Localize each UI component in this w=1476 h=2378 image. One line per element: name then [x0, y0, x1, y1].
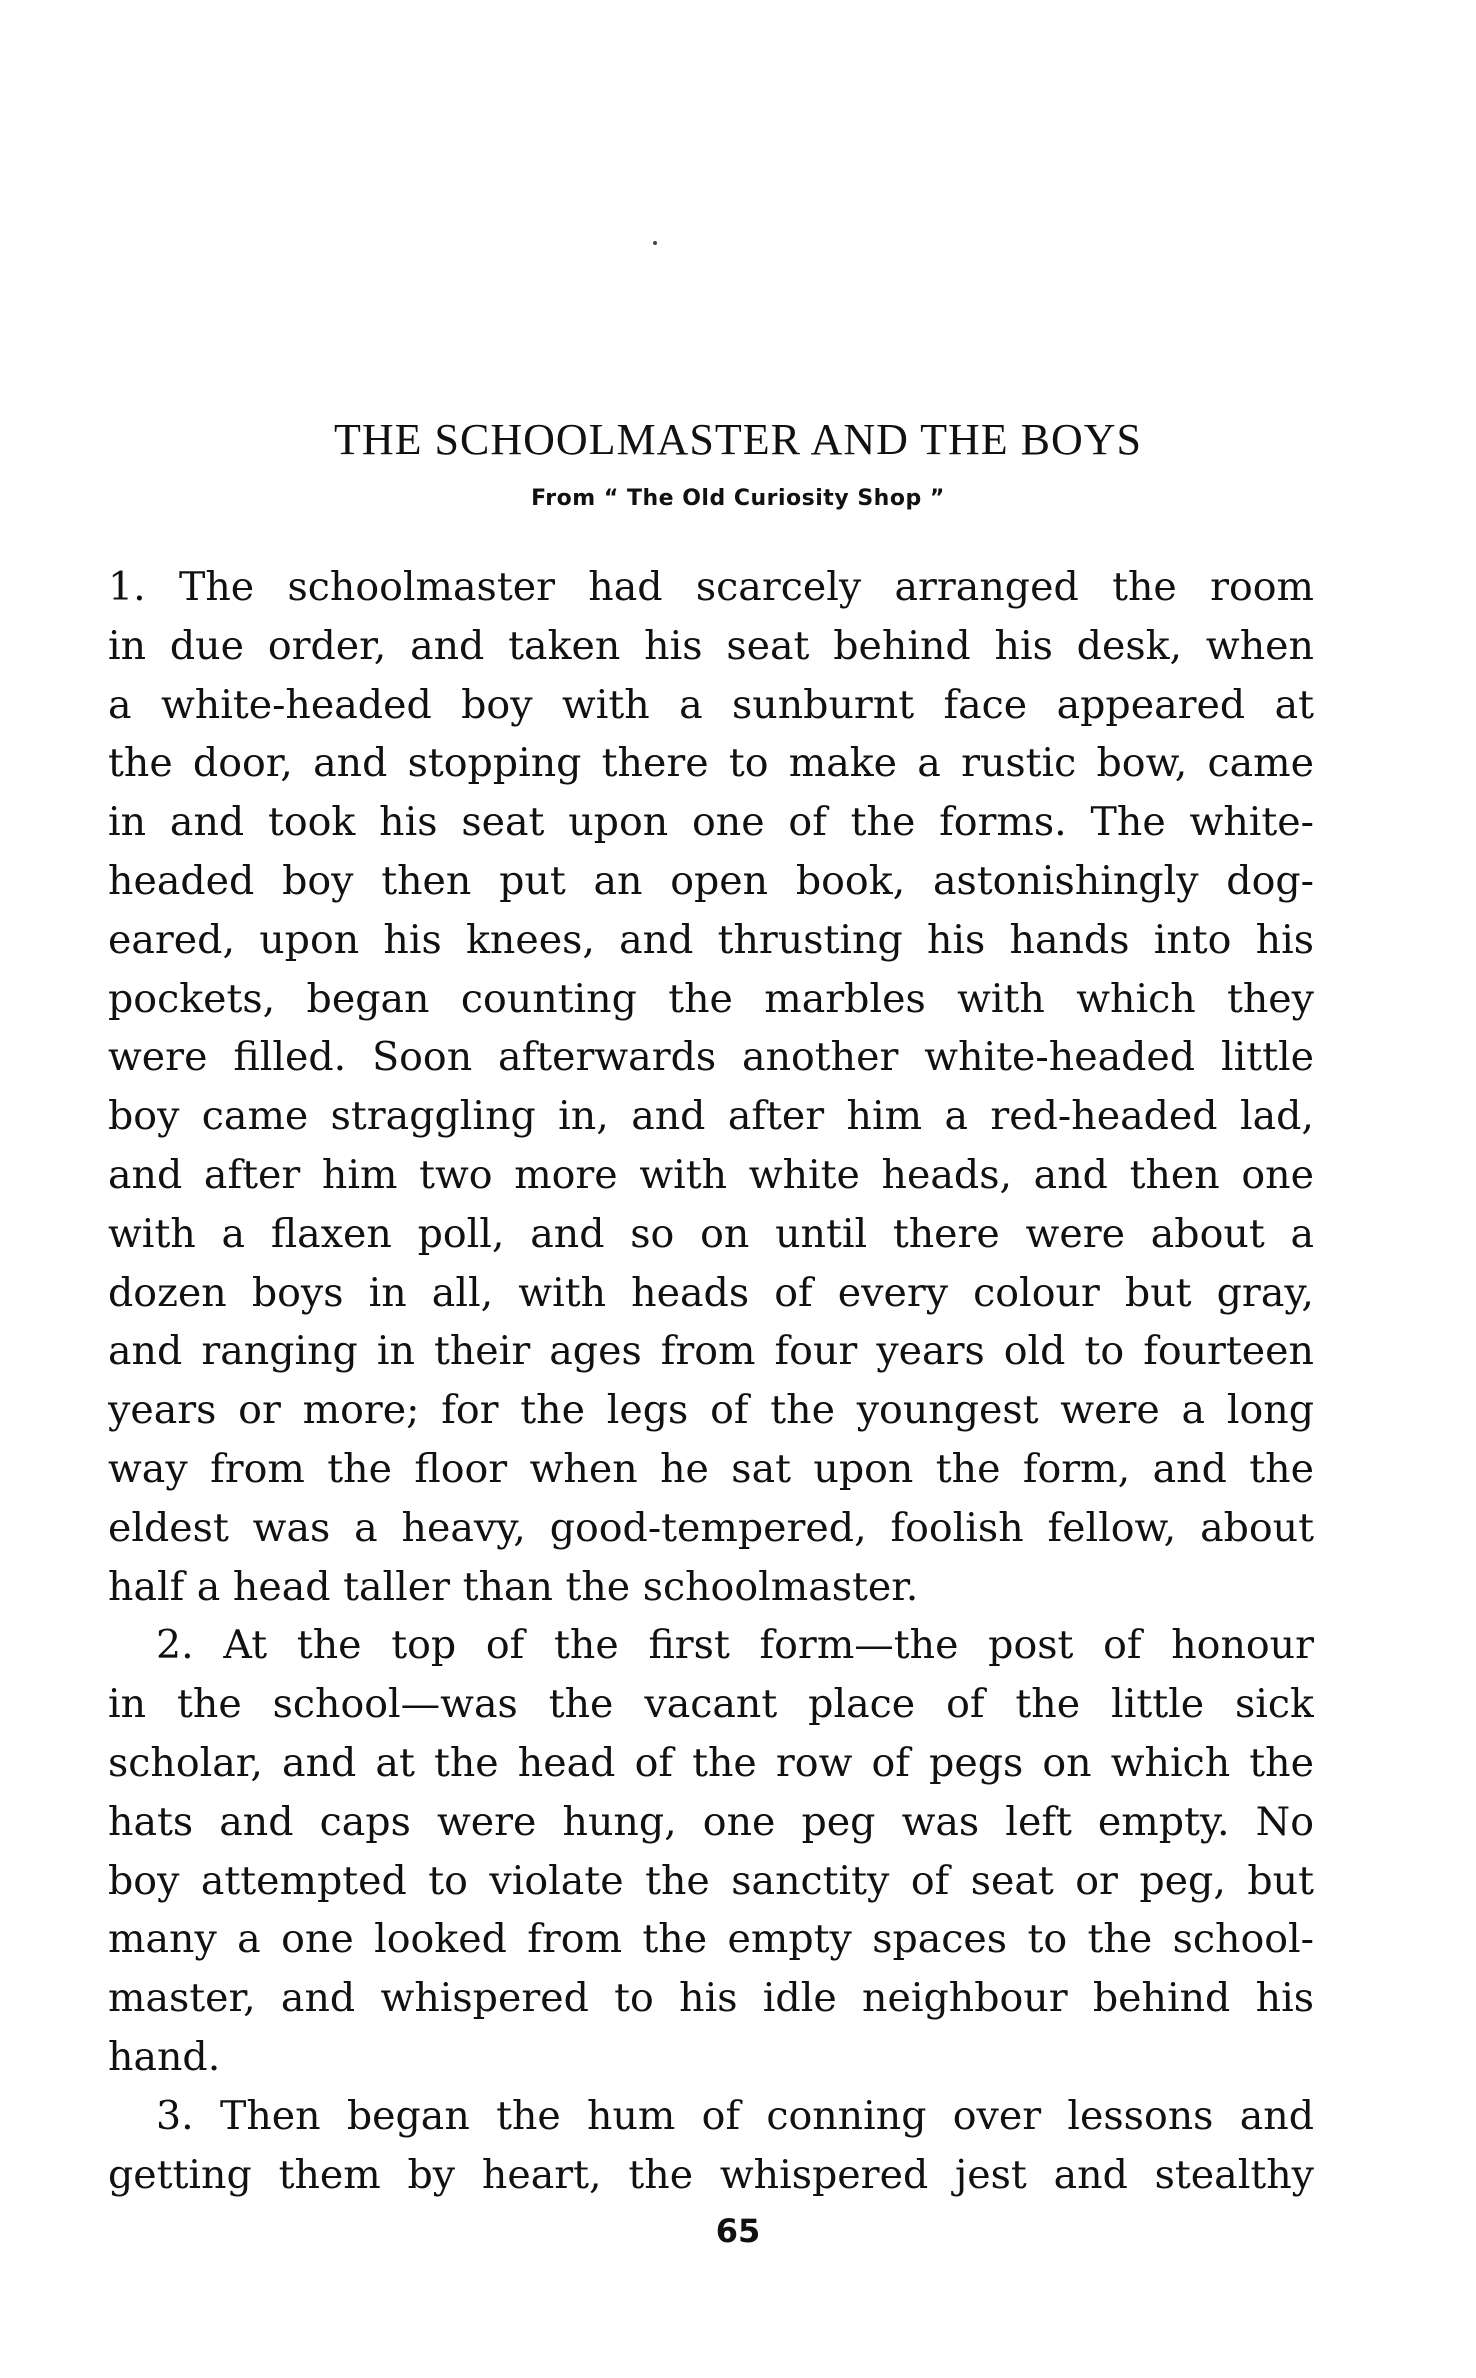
text-line: dozen boys in all, with heads of every colour but gray, [108, 1269, 1314, 1316]
text-line: were filled. Soon afterwards another white-headed little [108, 1034, 1314, 1081]
text-line: 2. At the top of the first form—the post of honour [156, 1622, 1314, 1669]
text-line: many a one looked from the empty spaces to the school- [108, 1916, 1314, 1963]
text-line: 3. Then began the hum of conning over lessons and [156, 2092, 1314, 2139]
text-line: headed boy then put an open book, astonishingly dog- [108, 857, 1314, 904]
text-line: scholar, and at the head of the row of pegs on which the [108, 1739, 1314, 1786]
text-line: in due order, and taken his seat behind his desk, when [108, 622, 1314, 669]
text-line: with a flaxen poll, and so on until there were about a [108, 1210, 1314, 1257]
text-line: and after him two more with white heads, and then one [108, 1151, 1314, 1198]
text-line: hats and caps were hung, one peg was left empty. No [108, 1798, 1314, 1845]
text-line: the door, and stopping there to make a rustic bow, came [108, 740, 1314, 787]
page-number: 65 [715, 2212, 761, 2250]
text-line: half a head taller than the schoolmaster. [108, 1563, 919, 1610]
body-text [108, 558, 1314, 2204]
text-line: master, and whispered to his idle neighbour behind his [108, 1975, 1314, 2022]
text-line: years or more; for the legs of the youngest were a long [108, 1387, 1314, 1434]
text-line: 1. The schoolmaster had scarcely arranged the room [108, 564, 1314, 610]
text-line: boy attempted to violate the sanctity of seat or peg, but [108, 1857, 1314, 1904]
text-line: a white-headed boy with a sunburnt face appeared at [108, 681, 1314, 728]
text-line: hand. [108, 2033, 221, 2080]
text-line: boy came straggling in, and after him a red-headed lad, [108, 1093, 1314, 1140]
text-line: and ranging in their ages from four years old to fourteen [108, 1328, 1314, 1375]
text-line: way from the floor when he sat upon the form, and the [108, 1445, 1314, 1492]
text-line: in the school—was the vacant place of the little sick [108, 1681, 1314, 1728]
text-line: eared, upon his knees, and thrusting his hands into his [108, 916, 1314, 963]
text-line: eldest was a heavy, good-tempered, foolish fellow, about [108, 1504, 1314, 1551]
text-line: in and took his seat upon one of the forms. The white- [108, 799, 1314, 846]
chapter-subtitle: From “ The Old Curiosity Shop ” [531, 486, 945, 511]
chapter-title: THE SCHOOLMASTER AND THE BOYS [333, 415, 1143, 464]
scan-speck [653, 241, 657, 245]
text-line: pockets, began counting the marbles with which they [108, 975, 1314, 1022]
text-line: getting them by heart, the whispered jest and stealthy [108, 2151, 1314, 2198]
